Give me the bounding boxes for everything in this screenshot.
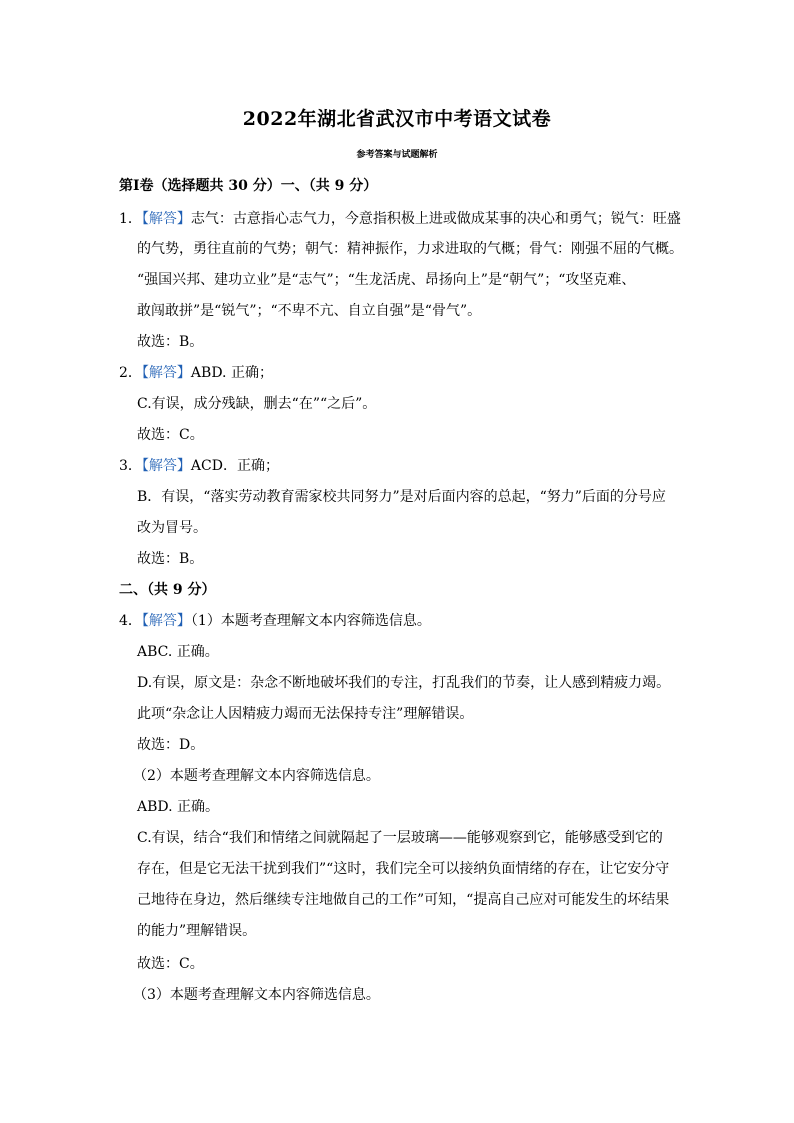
q4-text-4: 此项“杂念让人因精疲力竭而无法保持专注”理解错误。 — [137, 706, 474, 722]
q4-text-8: 存在，但是它无法干扰到我们”“这时，我们完全可以接纳负面情绪的存在，让它安分守 — [137, 861, 670, 877]
q1-line1 — [119, 210, 681, 228]
q1-text-4: 敢闯敢拼”是“锐气”；“不卑不亢、自立自强”是“骨气”。 — [137, 303, 482, 319]
q4-answer-1: 故选：D。 — [137, 737, 205, 753]
q3-text-2: B．有误，“落实劳动教育需家校共同努力”是对后面内容的总起，“努力”后面的分号应 — [137, 489, 666, 505]
q3-answer: 故选：B。 — [137, 551, 204, 567]
q2-line1 — [119, 364, 273, 382]
q1-text-2: 的气势，勇往直前的气势；朝气：精神振作，力求进取的气概；骨气：刚强不屈的气概。 — [137, 241, 683, 257]
q2-text-2: C.有误，成分残缺，删去“在”“之后”。 — [137, 396, 377, 412]
q4-text-11: （3）本题考查理解文本内容筛选信息。 — [133, 987, 380, 1003]
section2-heading: 二、（共 9 分） — [119, 582, 216, 598]
q4-text-3: D.有误，原文是：杂念不断地破坏我们的专注，打乱我们的节奏，让人感到精疲力竭。 — [137, 675, 671, 691]
q3-text-3: 改为冒号。 — [137, 520, 207, 536]
q1-answer: 故选：B。 — [137, 334, 204, 350]
q4-text-5: （2）本题考查理解文本内容筛选信息。 — [133, 768, 380, 784]
q4-answer-2: 故选：C。 — [137, 956, 204, 972]
q3-number: 3． — [119, 458, 142, 474]
q2-number: 2． — [119, 365, 142, 381]
q3-text-1: ACD．正确； — [190, 458, 279, 474]
q2-text-1: ABD. 正确； — [190, 365, 273, 381]
document-subtitle: 参考答案与试题解析 — [356, 150, 438, 160]
q4-text-7: C.有误，结合“我们和情绪之间就隔起了一层玻璃——能够观察到它，能够感受到它的 — [137, 830, 663, 846]
q4-line1 — [119, 612, 431, 630]
q2-answer-tag: 【解答】 — [141, 365, 191, 381]
q4-text-6: ABD. 正确。 — [137, 799, 220, 815]
q4-text-9: 己地待在身边，然后继续专注地做自己的工作”可知，“提高自己应对可能发生的坏结果 — [137, 892, 670, 908]
q4-text-10: 的能力”理解错误。 — [137, 923, 257, 939]
q3-line1 — [119, 457, 279, 475]
q1-text-3: “强国兴邦、建功立业”是“志气”；“生龙活虎、昂扬向上”是“朝气”；“攻坚克难、 — [137, 272, 636, 288]
q4-text-1: （1）本题考查理解文本内容筛选信息。 — [190, 613, 431, 629]
document-title: 2022年湖北省武汉市中考语文试卷 — [242, 108, 552, 130]
q3-answer-tag: 【解答】 — [141, 458, 191, 474]
q1-answer-tag: 【解答】 — [141, 211, 191, 227]
q4-answer-tag: 【解答】 — [141, 613, 191, 629]
q4-text-2: ABC. 正确。 — [137, 644, 219, 660]
q1-number: 1． — [119, 211, 142, 227]
q4-number: 4． — [119, 613, 142, 629]
section1-heading: 第Ⅰ卷（选择题共 30 分）一、（共 9 分） — [119, 178, 378, 194]
q2-answer: 故选：C。 — [137, 427, 204, 443]
q1-text-1: 志气：古意指心志气力，今意指积极上进或做成某事的决心和勇气；锐气：旺盛 — [190, 211, 681, 227]
